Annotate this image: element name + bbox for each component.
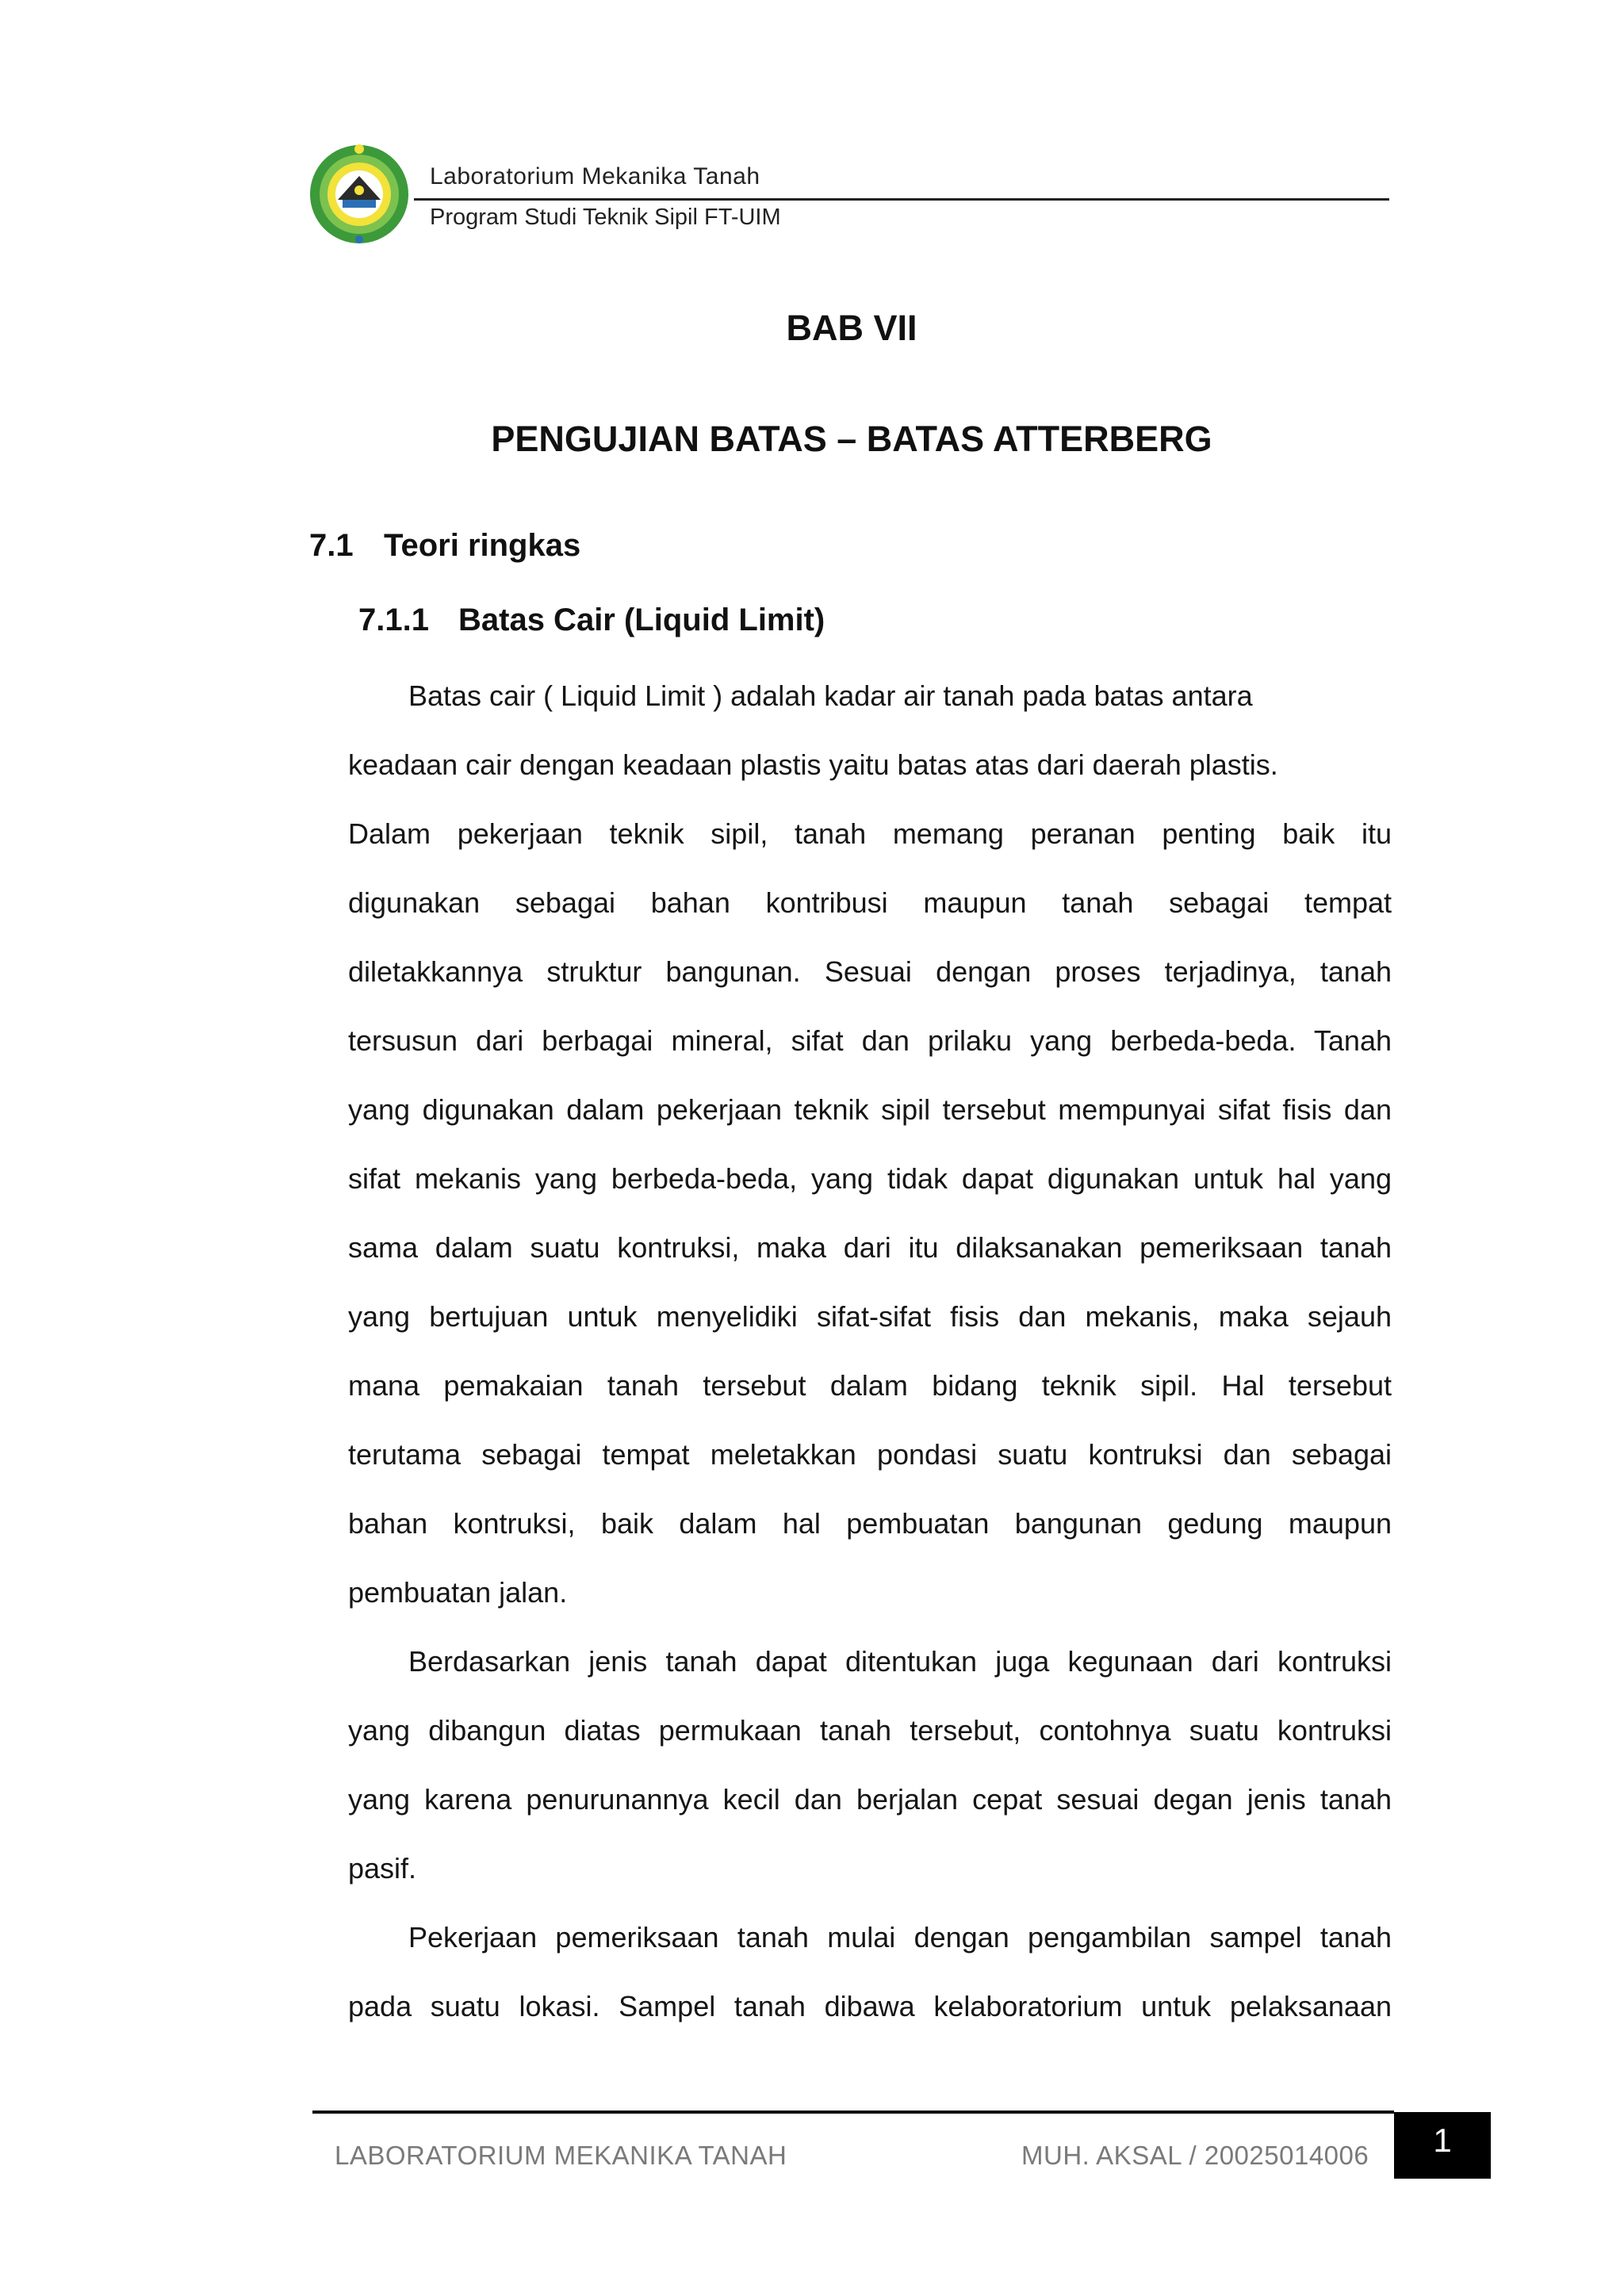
body-line: pada suatu lokasi. Sampel tanah dibawa kelaboratorium untuk pelaksanaan <box>348 1990 1392 2022</box>
body-line: mana pemakaian tanah tersebut dalam bidang teknik sipil. Hal tersebut <box>348 1369 1392 1402</box>
body-line: pasif. <box>348 1852 417 1885</box>
body-line: Pekerjaan pemeriksaan tanah mulai dengan pengambilan sampel tanah <box>408 1921 1392 1954</box>
body-line: bahan kontruksi, baik dalam hal pembuatan bangunan gedung maupun <box>348 1507 1392 1540</box>
page-number: 1 <box>1394 2112 1491 2179</box>
body-line: yang bertujuan untuk menyelidiki sifat-sifat fisis dan mekanis, maka sejauh <box>348 1300 1392 1333</box>
subsection-heading <box>358 603 825 638</box>
header-divider <box>414 198 1389 201</box>
body-line: Batas cair ( Liquid Limit ) adalah kadar air tanah pada batas antara <box>408 679 1253 712</box>
body-line: diletakkannya struktur bangunan. Sesuai dengan proses terjadinya, tanah <box>348 955 1392 988</box>
footer-lab-name: LABORATORIUM MEKANIKA TANAH <box>335 2141 787 2170</box>
chapter-title: PENGUJIAN BATAS – BATAS ATTERBERG <box>491 419 1212 459</box>
footer-divider <box>312 2110 1394 2114</box>
subsection-title: Batas Cair (Liquid Limit) <box>458 603 825 637</box>
body-line: yang karena penurunannya kecil dan berjalan cepat sesuai degan jenis tanah <box>348 1783 1392 1816</box>
footer-author: MUH. AKSAL / 20025014006 <box>1021 2141 1369 2170</box>
university-seal-icon <box>308 143 411 246</box>
body-line: keadaan cair dengan keadaan plastis yaitu batas atas dari daerah plastis. <box>348 748 1278 781</box>
body-line: Dalam pekerjaan teknik sipil, tanah memang peranan penting baik itu <box>348 817 1392 850</box>
body-line: pembuatan jalan. <box>348 1576 568 1609</box>
section-number: 7.1 <box>309 528 354 563</box>
body-line: yang dibangun diatas permukaan tanah tersebut, contohnya suatu kontruksi <box>348 1714 1392 1747</box>
body-line: sama dalam suatu kontruksi, maka dari itu dilaksanakan pemeriksaan tanah <box>348 1231 1392 1264</box>
section-title: Teori ringkas <box>384 528 581 563</box>
header-lab-name: Laboratorium Mekanika Tanah <box>430 163 760 189</box>
body-line: terutama sebagai tempat meletakkan pondasi suatu kontruksi dan sebagai <box>348 1438 1392 1471</box>
subsection-number: 7.1.1 <box>358 603 429 637</box>
body-line: tersusun dari berbagai mineral, sifat dan prilaku yang berbeda-beda. Tanah <box>348 1024 1392 1057</box>
chapter-number: BAB VII <box>786 308 917 348</box>
body-line: yang digunakan dalam pekerjaan teknik sipil tersebut mempunyai sifat fisis dan <box>348 1093 1392 1126</box>
body-line: digunakan sebagai bahan kontribusi maupun tanah sebagai tempat <box>348 886 1392 919</box>
body-line: sifat mekanis yang berbeda-beda, yang tidak dapat digunakan untuk hal yang <box>348 1162 1392 1195</box>
body-line: Berdasarkan jenis tanah dapat ditentukan juga kegunaan dari kontruksi <box>408 1645 1392 1678</box>
section-heading <box>309 528 580 564</box>
header-program: Program Studi Teknik Sipil FT-UIM <box>430 205 781 230</box>
